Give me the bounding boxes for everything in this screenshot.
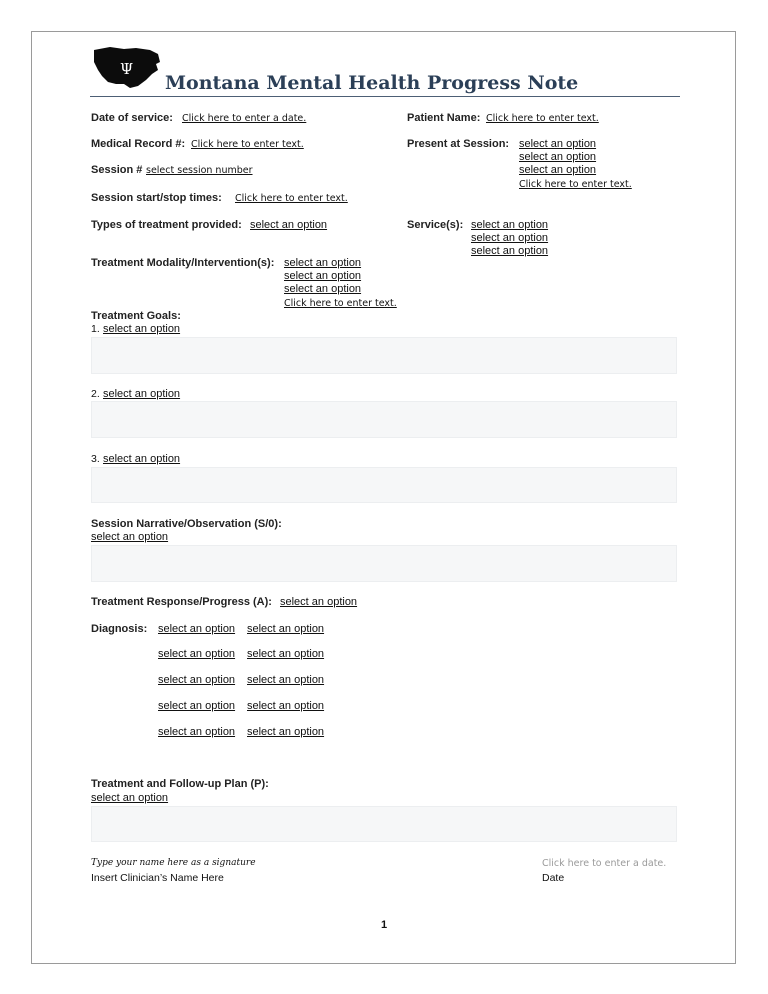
modality-label: Treatment Modality/Intervention(s): <box>91 257 275 269</box>
document-page <box>31 31 736 964</box>
medical-record-label: Medical Record #: <box>91 138 186 150</box>
modality-select-3[interactable]: select an option <box>284 283 362 295</box>
goal-3-textbox[interactable] <box>91 467 677 503</box>
date-of-service-label: Date of service: <box>91 112 173 124</box>
diagnosis-row-2-desc[interactable]: select an option <box>247 648 325 660</box>
goal-3-number: 3. <box>91 453 100 465</box>
modality-select-1[interactable]: select an option <box>284 257 362 269</box>
services-label: Service(s): <box>407 219 464 231</box>
date-of-service-field[interactable]: Click here to enter a date. <box>182 113 307 124</box>
patient-name-field[interactable]: Click here to enter text. <box>486 113 599 124</box>
narrative-textbox[interactable] <box>91 545 677 582</box>
page-number: 1 <box>381 919 388 931</box>
modality-select-2[interactable]: select an option <box>284 270 362 282</box>
goal-1-number: 1. <box>91 323 100 335</box>
response-label: Treatment Response/Progress (A): <box>91 596 272 608</box>
types-of-treatment-label: Types of treatment provided: <box>91 219 242 231</box>
signature-field[interactable]: Type your name here as a signature <box>91 858 256 868</box>
present-at-session-text[interactable]: Click here to enter text. <box>519 179 632 190</box>
goal-2-textbox[interactable] <box>91 401 677 438</box>
services-select-3[interactable]: select an option <box>471 245 549 257</box>
session-times-field[interactable]: Click here to enter text. <box>235 193 348 204</box>
diagnosis-row-5-desc[interactable]: select an option <box>247 726 325 738</box>
present-at-session-select-3[interactable]: select an option <box>519 164 597 176</box>
diagnosis-label: Diagnosis: <box>91 623 148 635</box>
signature-date-label: Date <box>542 872 565 884</box>
present-at-session-label: Present at Session: <box>407 138 510 150</box>
diagnosis-row-4-code[interactable]: select an option <box>158 700 236 712</box>
goal-3-select[interactable]: select an option <box>103 453 181 465</box>
diagnosis-row-1-code[interactable]: select an option <box>158 623 236 635</box>
present-at-session-select-2[interactable]: select an option <box>519 151 597 163</box>
goal-2-number: 2. <box>91 388 100 400</box>
session-times-label: Session start/stop times: <box>91 192 222 204</box>
diagnosis-row-3-code[interactable]: select an option <box>158 674 236 686</box>
plan-select[interactable]: select an option <box>91 792 169 804</box>
signature-date-field[interactable]: Click here to enter a date. <box>542 858 667 869</box>
diagnosis-row-3-desc[interactable]: select an option <box>247 674 325 686</box>
session-number-label: Session # <box>91 164 143 176</box>
diagnosis-row-1-desc[interactable]: select an option <box>247 623 325 635</box>
plan-textbox[interactable] <box>91 806 677 842</box>
montana-map-psi-icon <box>90 44 162 90</box>
services-select-2[interactable]: select an option <box>471 232 549 244</box>
modality-text[interactable]: Click here to enter text. <box>284 298 397 309</box>
diagnosis-row-5-code[interactable]: select an option <box>158 726 236 738</box>
plan-label: Treatment and Follow-up Plan (P): <box>91 778 269 790</box>
services-select-1[interactable]: select an option <box>471 219 549 231</box>
diagnosis-row-4-desc[interactable]: select an option <box>247 700 325 712</box>
treatment-goals-label: Treatment Goals: <box>91 310 181 322</box>
goal-2-select[interactable]: select an option <box>103 388 181 400</box>
diagnosis-row-2-code[interactable]: select an option <box>158 648 236 660</box>
page-title: Montana Mental Health Progress Note <box>165 72 579 94</box>
types-of-treatment-select[interactable]: select an option <box>250 219 328 231</box>
present-at-session-select-1[interactable]: select an option <box>519 138 597 150</box>
session-number-select[interactable]: select session number <box>146 165 253 176</box>
title-rule <box>90 96 680 97</box>
psi-glyph: Ψ <box>120 60 134 78</box>
goal-1-textbox[interactable] <box>91 337 677 374</box>
goal-1-select[interactable]: select an option <box>103 323 181 335</box>
narrative-label: Session Narrative/Observation (S/0): <box>91 518 282 530</box>
patient-name-label: Patient Name: <box>407 112 481 124</box>
clinician-name: Insert Clinician’s Name Here <box>91 872 224 884</box>
medical-record-field[interactable]: Click here to enter text. <box>191 139 304 150</box>
narrative-select[interactable]: select an option <box>91 531 169 543</box>
response-select[interactable]: select an option <box>280 596 358 608</box>
